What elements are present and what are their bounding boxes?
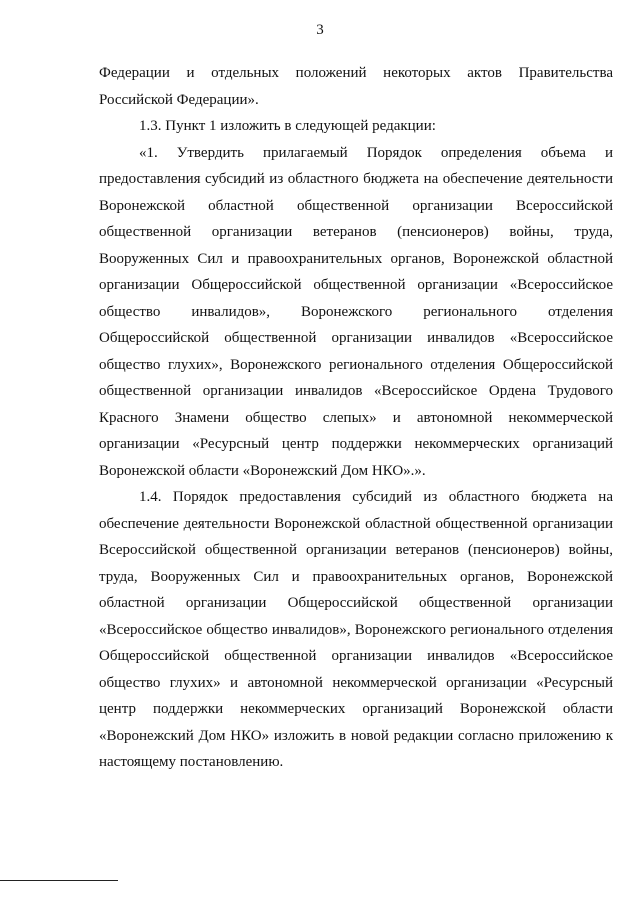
document-body [99,60,613,776]
paragraph-continuation: Федерации и отдельных положений некоторых актов Правительства Российской Федерации». [99,65,613,108]
paragraph-quoted-item-1: «1. Утвердить прилагаемый Порядок определения объема и предоставления субсидий из областного бюджета на обеспечение деятельности Воронежской областной общественной организации Всероссийской общественной организации ветеранов (пенсионеров) войны, труда, Вооруженных Сил и правоохранительных органов, Воронежской областной организации Общероссийской общественной организации «Всероссийское общество инвалидов», Воронежского регионального отделения Общероссийской общественной организации инвалидов «Всероссийское общество глухих», Воронежского регионального отделения Общероссийской общественной организации инвалидов «Всероссийское Ордена Трудового Красного Знамени общество слепых» и автономной некоммерческой организации «Ресурсный центр поддержки некоммерческих организаций Воронежской области «Воронежский Дом НКО».». [99,144,613,479]
paragraph-1-3: 1.3. Пункт 1 изложить в следующей редакции: [139,118,436,134]
page-number: 3 [316,22,324,38]
footer-rule [0,880,118,881]
paragraph-1-4: 1.4. Порядок предоставления субсидий из областного бюджета на обеспечение деятельности Воронежской областной общественной организации Всероссийской общественной организации ветеранов (пенсионеров) войны, труда, Вооруженных Сил и правоохранительных органов, Воронежской областной организации Общероссийской общественной организации «Всероссийское общество инвалидов», Воронежского регионального отделения Общероссийской общественной организации инвалидов «Всероссийское общество глухих» и автономной некоммерческой организации «Ресурсный центр поддержки некоммерческих организаций Воронежской области «Воронежский Дом НКО» изложить в новой редакции согласно приложению к настоящему постановлению. [99,489,613,770]
